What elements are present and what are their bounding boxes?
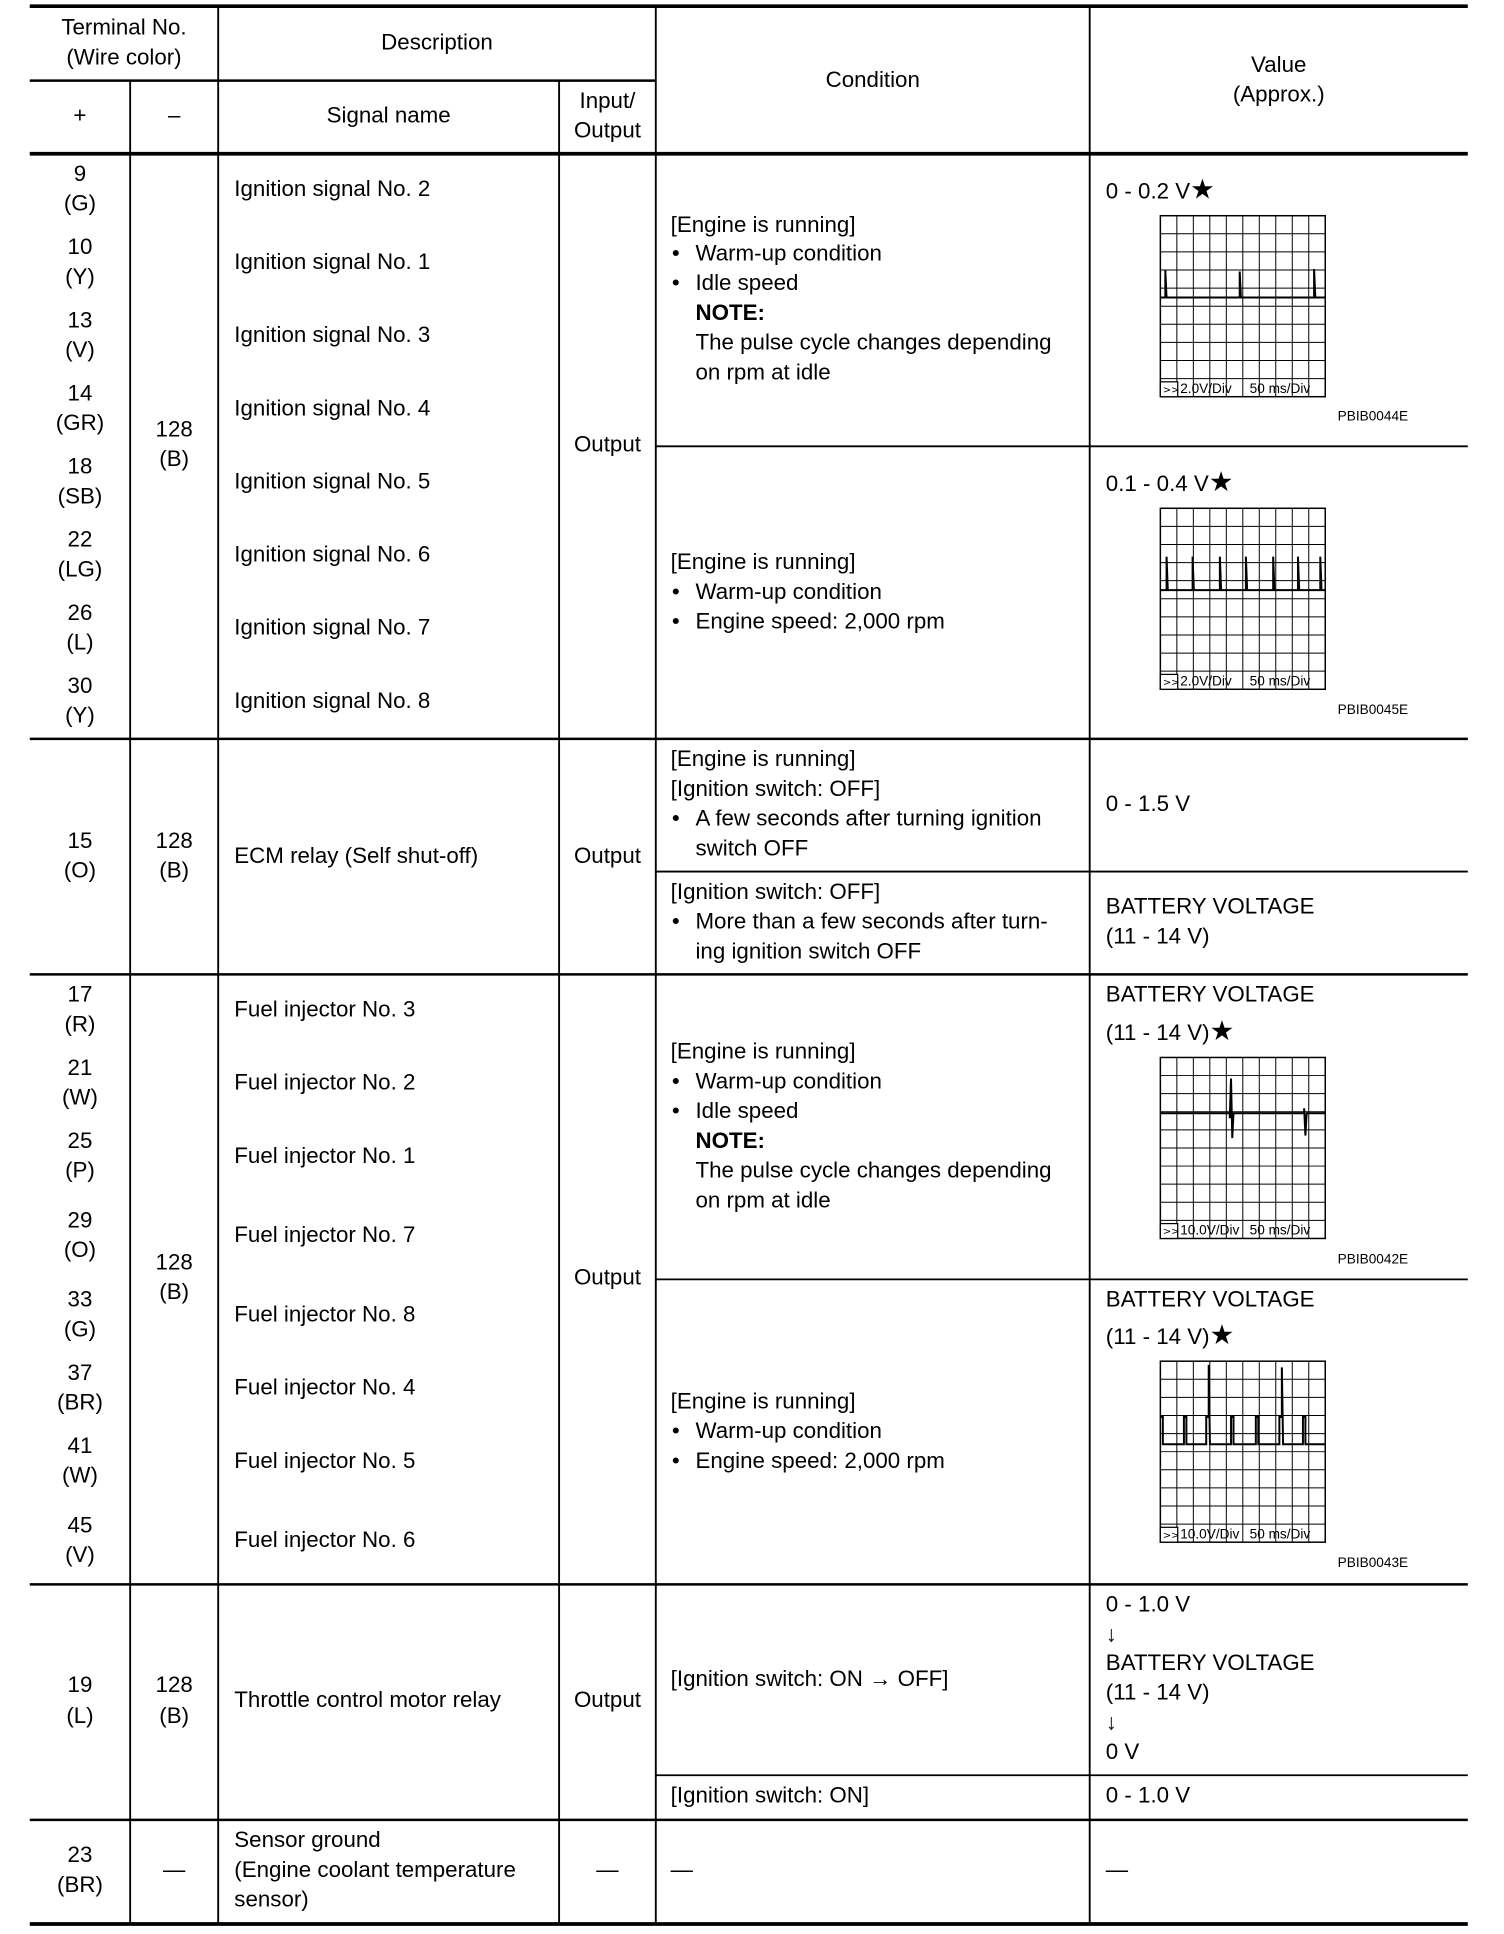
down-arrow-icon: ↓: [1105, 1621, 1117, 1647]
signal-name: (Engine coolant temperature: [234, 1857, 516, 1882]
condition-bullet: ing ignition switch OFF: [695, 938, 922, 964]
note-text: on rpm at idle: [695, 1187, 831, 1213]
terminal-number: 23: [67, 1842, 93, 1867]
condition-state: [Ignition switch: OFF]: [670, 776, 881, 801]
note-text: The pulse cycle changes depending: [695, 1157, 1052, 1183]
terminal-number: 41: [67, 1433, 93, 1458]
header-value: Value: [1251, 52, 1307, 77]
condition-bullet: A few seconds after turning ignition: [695, 805, 1042, 831]
signal-name: Ignition signal No. 2: [234, 176, 431, 201]
io-value: —: [596, 1857, 619, 1882]
star-icon: ★: [1209, 1319, 1235, 1351]
condition-state: [Engine is running]: [670, 746, 856, 772]
wire-color: (LG): [57, 556, 103, 582]
value-text: BATTERY VOLTAGE: [1105, 1650, 1315, 1675]
io-value: Output: [573, 1264, 641, 1290]
condition-state: —: [670, 1857, 693, 1882]
value-text: (11 - 14 V): [1105, 1679, 1210, 1705]
condition-bullet: Idle speed: [695, 1098, 799, 1124]
bullet: •: [671, 1447, 680, 1473]
oscilloscope-waveform: [1159, 1360, 1328, 1552]
header-description: Description: [381, 29, 493, 55]
signal-name: Fuel injector No. 3: [234, 996, 416, 1022]
note-text: The pulse cycle changes depending: [695, 329, 1052, 355]
scope-grid: [1159, 1056, 1328, 1242]
figure-code: PBIB0043E: [1337, 1555, 1409, 1571]
signal-name: Fuel injector No. 6: [234, 1527, 416, 1553]
value-text: 0.1 - 0.4 V★: [1105, 466, 1234, 498]
wire-color: (BR): [57, 1389, 103, 1415]
header-plus: +: [73, 102, 87, 128]
value-text: 0 - 1.5 V: [1105, 790, 1191, 816]
scope-time-per-div: 50 ms/Div: [1249, 674, 1311, 690]
wire-color: (Y): [65, 702, 95, 728]
wire-color: (L): [66, 629, 94, 655]
terminal-number: 10: [67, 234, 93, 260]
terminal-number: 26: [67, 600, 93, 625]
bullet: •: [671, 578, 680, 604]
signal-name: Ignition signal No. 5: [234, 468, 431, 494]
signal-name: Ignition signal No. 4: [234, 395, 431, 421]
wire-color: (Y): [65, 264, 95, 289]
terminal-number: 15: [67, 828, 93, 853]
figure-code: PBIB0042E: [1337, 1252, 1409, 1267]
wire-color: (SB): [57, 483, 103, 509]
terminal-number: 33: [67, 1286, 93, 1312]
bullet: •: [671, 1068, 680, 1094]
signal-name: ECM relay (Self shut-off): [234, 842, 479, 868]
wire-color: (V): [65, 1542, 95, 1567]
figure-code: PBIB0045E: [1337, 702, 1409, 718]
scope-time-per-div: 50 ms/Div: [1249, 381, 1311, 397]
signal-name: Throttle control motor relay: [234, 1687, 501, 1713]
terminal-number: 14: [67, 380, 93, 406]
bullet: •: [671, 240, 680, 266]
condition-bullet: Warm-up condition: [695, 1418, 882, 1444]
terminal-number: 19: [67, 1672, 93, 1698]
scope-grid: [1159, 507, 1328, 693]
note-label: NOTE:: [695, 1128, 765, 1153]
condition-bullet: Warm-up condition: [695, 1068, 882, 1094]
svg-text:>>: >>: [1162, 1530, 1180, 1542]
condition-bullet: Engine speed: 2,000 rpm: [695, 608, 945, 634]
terminal-number: 9: [73, 161, 87, 186]
condition-bullet: switch OFF: [695, 835, 809, 861]
oscilloscope-waveform: [1159, 507, 1328, 699]
value-text: 0 - 0.2 V★: [1105, 173, 1215, 205]
terminal-number: 30: [67, 673, 93, 698]
note-label: NOTE:: [695, 300, 765, 325]
value-text: (11 - 14 V)★: [1105, 1015, 1235, 1047]
wire-color: (R): [64, 1011, 96, 1037]
bullet: •: [671, 908, 680, 934]
note-text: on rpm at idle: [695, 359, 831, 385]
value-text: 0 - 1.0 V: [1105, 1782, 1191, 1808]
scope-volts-per-div: 10.0V/Div: [1180, 1527, 1240, 1543]
scope-time-per-div: 50 ms/Div: [1249, 1527, 1311, 1543]
signal-name: Ignition signal No. 7: [234, 614, 431, 640]
wire-color: (G): [63, 190, 97, 216]
terminal-number: 22: [67, 526, 93, 552]
wire-color: (BR): [57, 1871, 103, 1897]
wire-color: (GR): [55, 410, 105, 436]
signal-name: Fuel injector No. 5: [234, 1447, 416, 1473]
bullet: •: [671, 608, 680, 634]
condition-state: [Engine is running]: [670, 549, 856, 574]
condition-bullet: Warm-up condition: [695, 240, 882, 266]
value-text: —: [1105, 1857, 1129, 1882]
ground-terminal: 128: [155, 1672, 193, 1698]
value-text: (11 - 14 V)★: [1105, 1319, 1235, 1351]
header-approx: (Approx.): [1232, 81, 1325, 107]
scope-volts-per-div: 2.0V/Div: [1180, 381, 1232, 397]
terminal-number: 17: [67, 981, 93, 1007]
io-value: Output: [573, 431, 641, 457]
terminal-number: 45: [67, 1512, 93, 1538]
condition-state: [Ignition switch: ON → OFF]: [670, 1666, 949, 1691]
condition-state: [Ignition switch: OFF]: [670, 878, 881, 904]
signal-name: Ignition signal No. 1: [234, 249, 431, 274]
value-text: BATTERY VOLTAGE: [1105, 981, 1315, 1007]
terminal-number: 18: [67, 453, 93, 479]
condition-bullet: Engine speed: 2,000 rpm: [695, 1447, 945, 1473]
terminal-number: 25: [67, 1128, 93, 1153]
wire-color: (O): [63, 1237, 97, 1263]
condition-bullet: Warm-up condition: [695, 578, 882, 604]
wire-color: (W): [61, 1084, 98, 1110]
io-value: Output: [573, 842, 641, 868]
value-text: 0 - 1.0 V: [1105, 1591, 1191, 1617]
wire-color: (O): [63, 857, 97, 883]
figure-code: PBIB0044E: [1337, 409, 1409, 424]
scope-grid: [1159, 1360, 1328, 1546]
header-io-2: Output: [573, 117, 641, 143]
star-icon: ★: [1208, 466, 1234, 498]
header-wire-color: (Wire color): [66, 44, 182, 70]
header-terminal-no: Terminal No.: [61, 14, 187, 40]
ground-wire-color: (B): [159, 1703, 190, 1729]
scope-volts-per-div: 10.0V/Div: [1180, 1223, 1240, 1239]
ground-wire-color: (B): [159, 446, 190, 472]
signal-name: Fuel injector No. 8: [234, 1301, 416, 1327]
svg-text:>>: >>: [1162, 384, 1180, 396]
header-minus: –: [167, 102, 181, 128]
header-signal-name: Signal name: [326, 102, 451, 128]
terminal-number: 13: [67, 307, 93, 333]
bullet: •: [671, 270, 680, 296]
value-text: (11 - 14 V): [1105, 923, 1210, 949]
ground-terminal: 128: [155, 1249, 193, 1275]
value-text: 0 V: [1105, 1739, 1140, 1765]
condition-state: [Engine is running]: [670, 1388, 856, 1414]
ground-terminal: —: [163, 1857, 186, 1882]
ground-wire-color: (B): [159, 1279, 190, 1305]
io-value: Output: [573, 1687, 641, 1713]
terminal-number: 29: [67, 1207, 93, 1233]
oscilloscope-waveform: [1159, 214, 1328, 406]
wire-color: (P): [65, 1157, 95, 1183]
signal-name: Fuel injector No. 1: [234, 1143, 416, 1168]
bullet: •: [671, 805, 680, 831]
signal-name: Fuel injector No. 2: [234, 1069, 416, 1095]
star-icon: ★: [1209, 1015, 1235, 1047]
bullet: •: [671, 1098, 680, 1124]
condition-bullet: More than a few seconds after turn-: [695, 908, 1048, 934]
ground-wire-color: (B): [159, 857, 190, 883]
condition-state: [Engine is running]: [670, 211, 856, 237]
scope-time-per-div: 50 ms/Div: [1249, 1223, 1311, 1239]
value-text: BATTERY VOLTAGE: [1105, 1286, 1315, 1312]
scope-grid: [1159, 214, 1328, 400]
signal-name: Sensor ground: [234, 1827, 381, 1853]
terminal-number: 37: [67, 1359, 93, 1385]
ground-terminal: 128: [155, 416, 193, 442]
down-arrow-icon: ↓: [1105, 1709, 1117, 1735]
wire-color: (W): [61, 1462, 98, 1488]
svg-text:>>: >>: [1162, 677, 1180, 689]
signal-name: Ignition signal No. 6: [234, 541, 431, 567]
condition-bullet: Idle speed: [695, 270, 799, 296]
header-condition: Condition: [825, 66, 920, 92]
terminal-number: 21: [67, 1054, 93, 1080]
signal-name: sensor): [234, 1886, 309, 1912]
wire-color: (V): [65, 337, 95, 362]
ground-terminal: 128: [155, 828, 193, 853]
signal-name: Ignition signal No. 3: [234, 322, 431, 348]
wire-color: (G): [63, 1316, 97, 1342]
condition-state: [Engine is running]: [670, 1038, 856, 1064]
condition-state: [Ignition switch: ON]: [670, 1782, 870, 1808]
wire-color: (L): [66, 1703, 94, 1729]
oscilloscope-waveform: [1159, 1056, 1328, 1248]
value-text: BATTERY VOLTAGE: [1105, 893, 1315, 919]
star-icon: ★: [1190, 173, 1215, 205]
signal-name: Fuel injector No. 4: [234, 1374, 416, 1400]
scope-volts-per-div: 2.0V/Div: [1180, 674, 1232, 690]
signal-name: Ignition signal No. 8: [234, 688, 431, 713]
signal-name: Fuel injector No. 7: [234, 1222, 416, 1248]
bullet: •: [671, 1418, 680, 1444]
header-io-1: Input/: [579, 88, 636, 113]
svg-text:>>: >>: [1162, 1226, 1180, 1238]
